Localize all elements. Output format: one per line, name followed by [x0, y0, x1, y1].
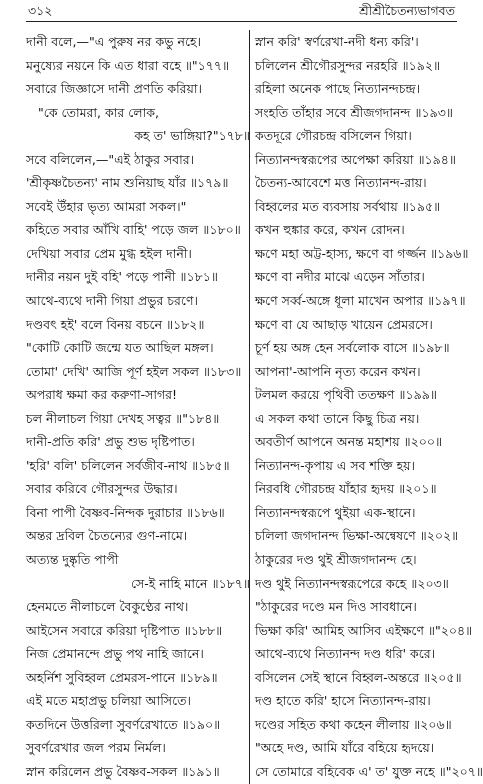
verse-line: "কে তোমরা, কার লোক,	[38, 104, 159, 120]
verse-line: ক্ষণে বা যে আছাড় খায়েন প্রেমরসে।	[249, 313, 460, 337]
verse-line: দানীর নয়ন দুই বহি' পড়ে পানী ॥১৮১॥	[26, 269, 218, 285]
left-column	[26, 30, 252, 784]
verse-line: দানী বলে,—"এ পুরুষ নর কভু নহে।	[26, 34, 202, 49]
verse-line: অন্তর দ্রবিল চৈতন্যের গুণ-নামে।	[26, 528, 188, 544]
verse-line: দানী-প্রতি করি' প্রভু শুভ দৃষ্টিপাত।	[26, 434, 195, 450]
verse-line: অত্যন্ত দুষ্কৃতি পাপী	[26, 552, 119, 568]
verse-line: ঠাকুরের দণ্ড থুই শ্রীজগদানন্দ হে।	[249, 548, 460, 572]
verse-line: চল নীলাচল গিয়া দেখহ সত্বর ॥"১৮৪॥	[26, 410, 220, 426]
header-rule	[26, 21, 457, 22]
verse-line: সুবর্ণরেখার জল পরম নির্মল।	[26, 740, 166, 756]
verse-line: টলমল করয়ে পৃথিবী ততক্ষণ ॥১৯৯॥	[249, 383, 460, 407]
verse-line: "অহে দণ্ড, আমি যাঁরে বহিয়ে হৃদয়ে।	[249, 736, 460, 760]
verse-line: বিনা পাপী বৈষ্ণব-নিন্দক দুরাচার ॥১৮৬॥	[26, 504, 225, 520]
verse-line: আথে-ব্যথে দানী গিয়া প্রভুর চরণে।	[26, 293, 198, 309]
verse-line: দণ্ডবৎ হই' বলে বিনয় বচনে ॥১৮২॥	[26, 316, 205, 332]
verse-line: হেনমতে নীলাচলে বৈকুণ্ঠের নাথ।	[26, 599, 189, 615]
verse-line: সবারে জিজ্ঞাসে দানী প্রণতি করিয়া।	[26, 81, 202, 97]
verse-line: সবার করিবে গৌরসুন্দর উদ্ধার।	[26, 481, 178, 497]
verse-line: সবে বলিলেন,—"এই ঠাকুর সবার।	[26, 151, 195, 167]
verse-line: স্নান করিলেন প্রভু বৈষ্ণব-সকল ॥১৯১॥	[26, 763, 220, 779]
verse-line: আইসেন সবারে করিয়া দৃষ্টিপাত ॥১৮৮॥	[26, 622, 223, 638]
verse-line: ক্ষণে সর্ব্ব-অঙ্গে ধূলা মাখেন অপার ॥১৯৭॥	[249, 289, 460, 313]
verse-line: মনুষ্যের নয়নে কি এত ধারা বহে ॥"১৭৭॥	[26, 57, 230, 73]
verse-line: 'শ্রীকৃষ্ণচৈতন্য' নাম শুনিয়াছ যাঁর ॥১৭৯॥	[26, 175, 229, 191]
verse-line: দণ্ড থুই নিত্যানন্দস্বরূপেরে কহে ॥২০৩॥	[249, 572, 460, 596]
verse-line: কখন হুঙ্কার করে, কখন রোদন।	[249, 218, 460, 242]
verse-line: দেখিয়া সবার প্রেম মুগ্ধ হইল দানী।	[26, 245, 192, 261]
verse-line: ভিক্ষা করি' আমিহ আসিব এইক্ষণে ॥"২০৪॥	[249, 619, 460, 643]
verse-line: নিত্যানন্দস্বরূপের অপেক্ষা করিয়া ॥১৯৪॥	[249, 148, 460, 172]
verse-line: কতদূরে গৌরচন্দ্র বসিলেন গিয়া।	[249, 124, 460, 148]
page-number: ৩১২	[28, 3, 53, 18]
verse-line: দণ্ড হাতে করি' হাসে নিত্যানন্দ-রায়।	[249, 689, 460, 713]
verse-line: কহিতে সবার আঁখি বাহি' পড়ে জল ॥১৮০॥	[26, 222, 241, 238]
verse-line: অবতীর্ণ আপনে অনন্ত মহাশয় ॥২০০॥	[249, 430, 460, 454]
verse-line: 'হরি' বলি' চলিলেন সর্বজীব-নাথ ॥১৮৫॥	[26, 457, 230, 473]
verse-line: অপরাধ ক্ষমা কর করুণা-সাগর!	[26, 387, 178, 403]
verse-line: চলিলা জগদানন্দ ভিক্ষা-অন্বেষণে ॥২০২॥	[249, 524, 460, 548]
verse-line: এই মতে মহাপ্রভু চলিয়া আসিতে।	[26, 693, 191, 709]
verse-line: ক্ষণে বা নদীর মাঝে এড়েন সাঁতার।	[249, 265, 460, 289]
page-header	[0, 0, 477, 22]
verse-line: আথে-ব্যথে নিত্যানন্দ দণ্ড ধরি' করে।	[249, 642, 460, 666]
verse-line: এ সকল কথা তানে কিছু চিত্র নয়।	[249, 407, 460, 431]
verse-line: নিজ প্রেমানন্দে প্রভু পথ নাহি জানে।	[26, 646, 204, 662]
verse-line: রহিলা অনেক পাছে নিত্যানন্দচন্দ্র।	[249, 77, 460, 101]
verse-line: দণ্ডের সহিত কথা কহেন লীলায় ॥২০৬॥	[249, 713, 460, 737]
verse-line: আপনা'-আপনি নৃত্য করেন কখন।	[249, 360, 460, 384]
verse-line: তোমা' দেখি' আজি পূর্ণ হইল সকল ॥১৮৩॥	[26, 363, 242, 379]
verse-line: চলিলেন শ্রীগৌরসুন্দর নরহরি ॥১৯২॥	[249, 54, 460, 78]
verse-line: বসিলেন সেই স্থানে বিহ্বল-অন্তরে ॥২০৫॥	[249, 666, 460, 690]
verse-line: স্নান করি' স্বর্ণরেখা-নদী ধন্য করি'।	[249, 30, 460, 54]
verse-line: কতদিনে উত্তরিলা সুবর্ণরেখাতে ॥১৯০॥	[26, 716, 221, 732]
verse-line: "কোটি কোটি জন্মে যত আছিল মঙ্গল।	[26, 340, 214, 356]
verse-line: নিত্যানন্দস্বরূপে থুইয়া এক-স্থানে।	[249, 501, 460, 525]
verse-line: সংহতি তাঁহার সবে শ্রীজগদানন্দ ॥১৯৩॥	[249, 101, 460, 125]
verse-line: নিরবধি গৌরচন্দ্র যাঁহার হৃদয় ॥২০১॥	[249, 477, 460, 501]
verse-line: নিত্যানন্দ-কৃপায় এ সব শক্তি হয়।	[249, 454, 460, 478]
verse-line: "ঠাকুরের দণ্ডে মন দিও সাবধানে।	[249, 595, 460, 619]
verse-line: সে তোমারে বহিবেক এ' ত' যুক্ত নহে ॥"২০৭॥	[249, 760, 460, 784]
verse-line: ক্ষণে মহা অট্ট-হাস্য, ক্ষণে বা গর্জ্জন ॥১৯৬॥	[249, 242, 460, 266]
verse-line: সবেই উঁহার ভৃত্য আমরা সকল।"	[26, 198, 187, 214]
verse-line: সে-ই নাহি মানে ॥১৮৭॥	[130, 575, 250, 591]
verse-line: বিহ্বলের মত ব্যবসায় সর্বথায় ॥১৯৫॥	[249, 195, 460, 219]
right-column	[249, 30, 483, 784]
verse-line: চৈতন্য-আবেশে মত্ত নিত্যানন্দ-রায়।	[249, 171, 460, 195]
verse-line: কহ ত' ভাঙ্গিয়া?"১৭৮॥	[134, 128, 250, 144]
verse-line: অহর্নিশ সুবিহ্বল প্রেমরস-পানে ॥১৮৯॥	[26, 669, 218, 685]
verse-line: চূর্ণ হয় অঙ্গ হেন সর্বলোক বাসে ॥১৯৮॥	[249, 336, 460, 360]
book-title: শ্রীশ্রীচৈতন্যভাগবত	[359, 3, 455, 18]
